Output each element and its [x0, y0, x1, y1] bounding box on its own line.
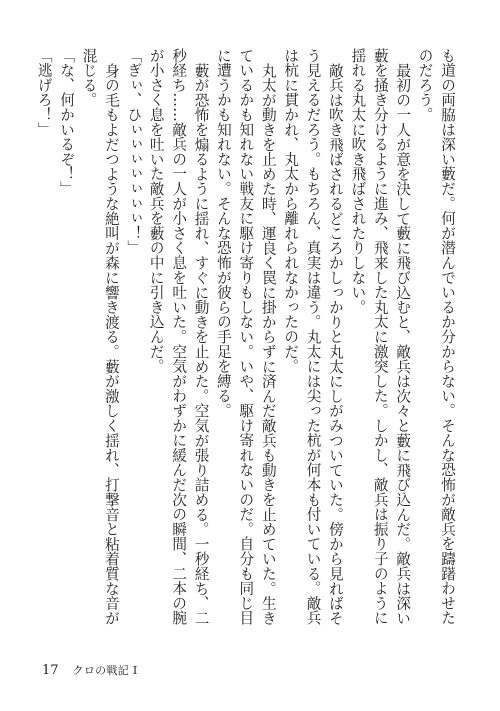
page-number: 17 [42, 663, 59, 678]
dialogue-run: 「逃げろ！」 [35, 48, 53, 137]
page-footer [42, 662, 138, 678]
paragraph-1: も道の両脇は深い藪だ。何が潜んでいるか分からない。そんな恐怖が敵兵を躊躇わせたのだろう。 [416, 48, 456, 626]
paragraph-5: 藪が恐怖を煽るように揺れ、すぐに動きを止めた。空気が張り詰める。一秒経ち、二秒経ち……敵兵の一人が小さく息を吐いた。空気がわずかに緩んだ次の瞬間、二本の腕が小さく息を吐いた敵兵を藪の中に引き込んだ。 [147, 48, 210, 626]
dialogue-scream: 「ぎぃ、ひぃぃぃぃぃぃぃ！」 [125, 48, 143, 256]
book-title: クロの戦記 Ⅰ [72, 664, 138, 677]
vertical-body-text [28, 48, 458, 626]
dialogue-something-there: 「な、何かいるぞ！」 [58, 48, 76, 196]
paragraph-2: 最初の一人が意を決して藪に飛び込むと、敵兵は次々と藪に飛び込んだ。敵兵は深い藪を掻き分けるように進み、飛来した丸太に激突した。しかし、敵兵は振り子のように揺れる丸太に吹き飛ばされたりしない。 [349, 48, 412, 626]
paragraph-6: 身の毛もよだつような絶叫が森に響き渡る。藪が激しく揺れ、打撃音と粘着質な音が混じる。 [80, 48, 120, 625]
paragraph-4: 丸太が動きを止めた時、運良く罠に掛からずに済んだ敵兵も動きを止めていた。生きているかも知れない戦友に駆け寄りもしない。いや、駆け寄れないのだ。自分も同じ目に遭うかも知れない。そんな恐怖が彼らの手足を縛る。 [214, 48, 277, 626]
paragraph-3: 敵兵は吹き飛ばされるどころかしっかりと丸太にしがみついていた。傍から見ればそう見えるだろう。もちろん、真実は違う。丸太には尖った杭が何本も付いている。敵兵は杭に貫かれ、丸太から離れられなかったのだ。 [282, 48, 344, 626]
